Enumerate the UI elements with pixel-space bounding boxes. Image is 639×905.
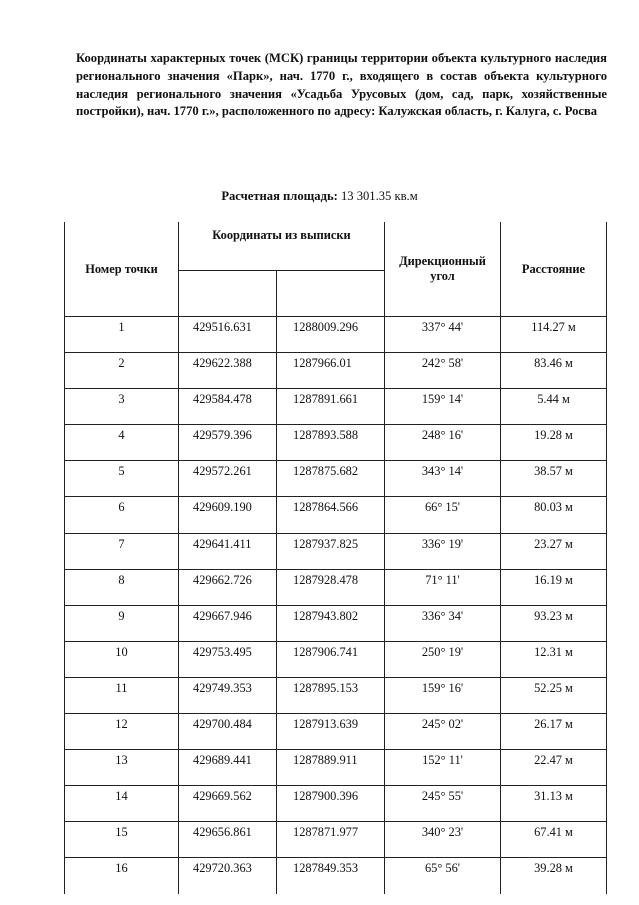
table-row bbox=[65, 750, 607, 786]
point-number-cell: 14 bbox=[65, 786, 179, 822]
point-number-cell: 2 bbox=[65, 353, 179, 389]
coord-x-cell: 429720.363 bbox=[179, 858, 277, 894]
table-row bbox=[65, 677, 607, 713]
coord-y-cell: 1287900.396 bbox=[277, 786, 385, 822]
direction-angle-cell: 245° 02' bbox=[385, 714, 501, 750]
distance-cell: 93.23 м bbox=[501, 605, 607, 641]
point-number-cell: 13 bbox=[65, 750, 179, 786]
distance-cell: 12.31 м bbox=[501, 641, 607, 677]
point-number-cell: 7 bbox=[65, 533, 179, 569]
direction-angle-cell: 245° 55' bbox=[385, 786, 501, 822]
point-number-cell: 8 bbox=[65, 569, 179, 605]
point-number-cell: 4 bbox=[65, 425, 179, 461]
coord-x-cell: 429572.261 bbox=[179, 461, 277, 497]
direction-angle-cell: 250° 19' bbox=[385, 641, 501, 677]
table-row bbox=[65, 533, 607, 569]
distance-cell: 16.19 м bbox=[501, 569, 607, 605]
coord-x-cell: 429609.190 bbox=[179, 497, 277, 533]
coord-x-cell: 429749.353 bbox=[179, 677, 277, 713]
direction-angle-cell: 242° 58' bbox=[385, 353, 501, 389]
header-point-number: Номер точки bbox=[65, 222, 179, 317]
point-number-cell: 3 bbox=[65, 389, 179, 425]
table-row bbox=[65, 822, 607, 858]
coord-y-cell: 1287928.478 bbox=[277, 569, 385, 605]
distance-cell: 19.28 м bbox=[501, 425, 607, 461]
table-row bbox=[65, 317, 607, 353]
coord-y-cell: 1287913.639 bbox=[277, 714, 385, 750]
table-row bbox=[65, 569, 607, 605]
distance-cell: 23.27 м bbox=[501, 533, 607, 569]
distance-cell: 38.57 м bbox=[501, 461, 607, 497]
point-number-cell: 6 bbox=[65, 497, 179, 533]
coord-y-cell: 1287891.661 bbox=[277, 389, 385, 425]
coord-y-cell: 1288009.296 bbox=[277, 317, 385, 353]
distance-cell: 5.44 м bbox=[501, 389, 607, 425]
direction-angle-cell: 340° 23' bbox=[385, 822, 501, 858]
coord-y-cell: 1287893.588 bbox=[277, 425, 385, 461]
distance-cell: 22.47 м bbox=[501, 750, 607, 786]
direction-angle-cell: 337° 44' bbox=[385, 317, 501, 353]
distance-cell: 31.13 м bbox=[501, 786, 607, 822]
direction-angle-cell: 159° 14' bbox=[385, 389, 501, 425]
distance-cell: 39.28 м bbox=[501, 858, 607, 894]
direction-angle-cell: 65° 56' bbox=[385, 858, 501, 894]
point-number-cell: 10 bbox=[65, 641, 179, 677]
table-row bbox=[65, 461, 607, 497]
table-row bbox=[65, 425, 607, 461]
direction-angle-cell: 152° 11' bbox=[385, 750, 501, 786]
point-number-cell: 5 bbox=[65, 461, 179, 497]
direction-angle-cell: 343° 14' bbox=[385, 461, 501, 497]
area-value: 13 301.35 кв.м bbox=[340, 189, 418, 203]
header-coordinates: Координаты из выписки bbox=[179, 222, 385, 271]
direction-angle-cell: 248° 16' bbox=[385, 425, 501, 461]
table-row bbox=[65, 353, 607, 389]
coord-y-cell: 1287889.911 bbox=[277, 750, 385, 786]
direction-angle-cell: 159° 16' bbox=[385, 677, 501, 713]
coord-y-cell: 1287849.353 bbox=[277, 858, 385, 894]
table-row bbox=[65, 497, 607, 533]
document-title: Координаты характерных точек (МСК) границы территории объекта культурного наследия регионального значения «Парк», нач. 1770 г., входящего в состав объекта культурного наследия регионального значения «Усадьба Урусовых (дом, сад, парк, хозяйственные постройки), нач. 1770 г.», расположенного по адресу: Калужская область, г. Калуга, с. Росва bbox=[76, 51, 607, 119]
table-row bbox=[65, 389, 607, 425]
coord-x-cell: 429584.478 bbox=[179, 389, 277, 425]
point-number-cell: 12 bbox=[65, 714, 179, 750]
coord-y-cell: 1287906.741 bbox=[277, 641, 385, 677]
distance-cell: 114.27 м bbox=[501, 317, 607, 353]
coord-x-cell: 429516.631 bbox=[179, 317, 277, 353]
coordinates-table bbox=[64, 222, 607, 894]
table-row bbox=[65, 605, 607, 641]
header-coord-y bbox=[277, 271, 385, 317]
coord-x-cell: 429700.484 bbox=[179, 714, 277, 750]
direction-angle-cell: 66° 15' bbox=[385, 497, 501, 533]
direction-angle-cell: 336° 19' bbox=[385, 533, 501, 569]
coord-y-cell: 1287871.977 bbox=[277, 822, 385, 858]
distance-cell: 80.03 м bbox=[501, 497, 607, 533]
coord-x-cell: 429753.495 bbox=[179, 641, 277, 677]
header-coord-x bbox=[179, 271, 277, 317]
coord-y-cell: 1287937.825 bbox=[277, 533, 385, 569]
coord-y-cell: 1287943.802 bbox=[277, 605, 385, 641]
distance-cell: 26.17 м bbox=[501, 714, 607, 750]
area-label: Расчетная площадь: bbox=[221, 189, 338, 203]
table-row bbox=[65, 641, 607, 677]
coord-x-cell: 429669.562 bbox=[179, 786, 277, 822]
distance-cell: 83.46 м bbox=[501, 353, 607, 389]
point-number-cell: 1 bbox=[65, 317, 179, 353]
coord-x-cell: 429689.441 bbox=[179, 750, 277, 786]
coord-y-cell: 1287875.682 bbox=[277, 461, 385, 497]
coord-x-cell: 429622.388 bbox=[179, 353, 277, 389]
coord-y-cell: 1287864.566 bbox=[277, 497, 385, 533]
header-distance: Расстояние bbox=[501, 222, 607, 317]
point-number-cell: 16 bbox=[65, 858, 179, 894]
table-row bbox=[65, 786, 607, 822]
direction-angle-cell: 71° 11' bbox=[385, 569, 501, 605]
coord-x-cell: 429656.861 bbox=[179, 822, 277, 858]
coord-x-cell: 429579.396 bbox=[179, 425, 277, 461]
coord-y-cell: 1287895.153 bbox=[277, 677, 385, 713]
coord-y-cell: 1287966.01 bbox=[277, 353, 385, 389]
distance-cell: 67.41 м bbox=[501, 822, 607, 858]
coord-x-cell: 429641.411 bbox=[179, 533, 277, 569]
calculated-area bbox=[0, 189, 639, 204]
table-row bbox=[65, 714, 607, 750]
distance-cell: 52.25 м bbox=[501, 677, 607, 713]
coord-x-cell: 429662.726 bbox=[179, 569, 277, 605]
coord-x-cell: 429667.946 bbox=[179, 605, 277, 641]
point-number-cell: 15 bbox=[65, 822, 179, 858]
direction-angle-cell: 336° 34' bbox=[385, 605, 501, 641]
header-direction-angle: Дирекционный угол bbox=[385, 222, 501, 317]
point-number-cell: 9 bbox=[65, 605, 179, 641]
point-number-cell: 11 bbox=[65, 677, 179, 713]
table-row bbox=[65, 858, 607, 894]
